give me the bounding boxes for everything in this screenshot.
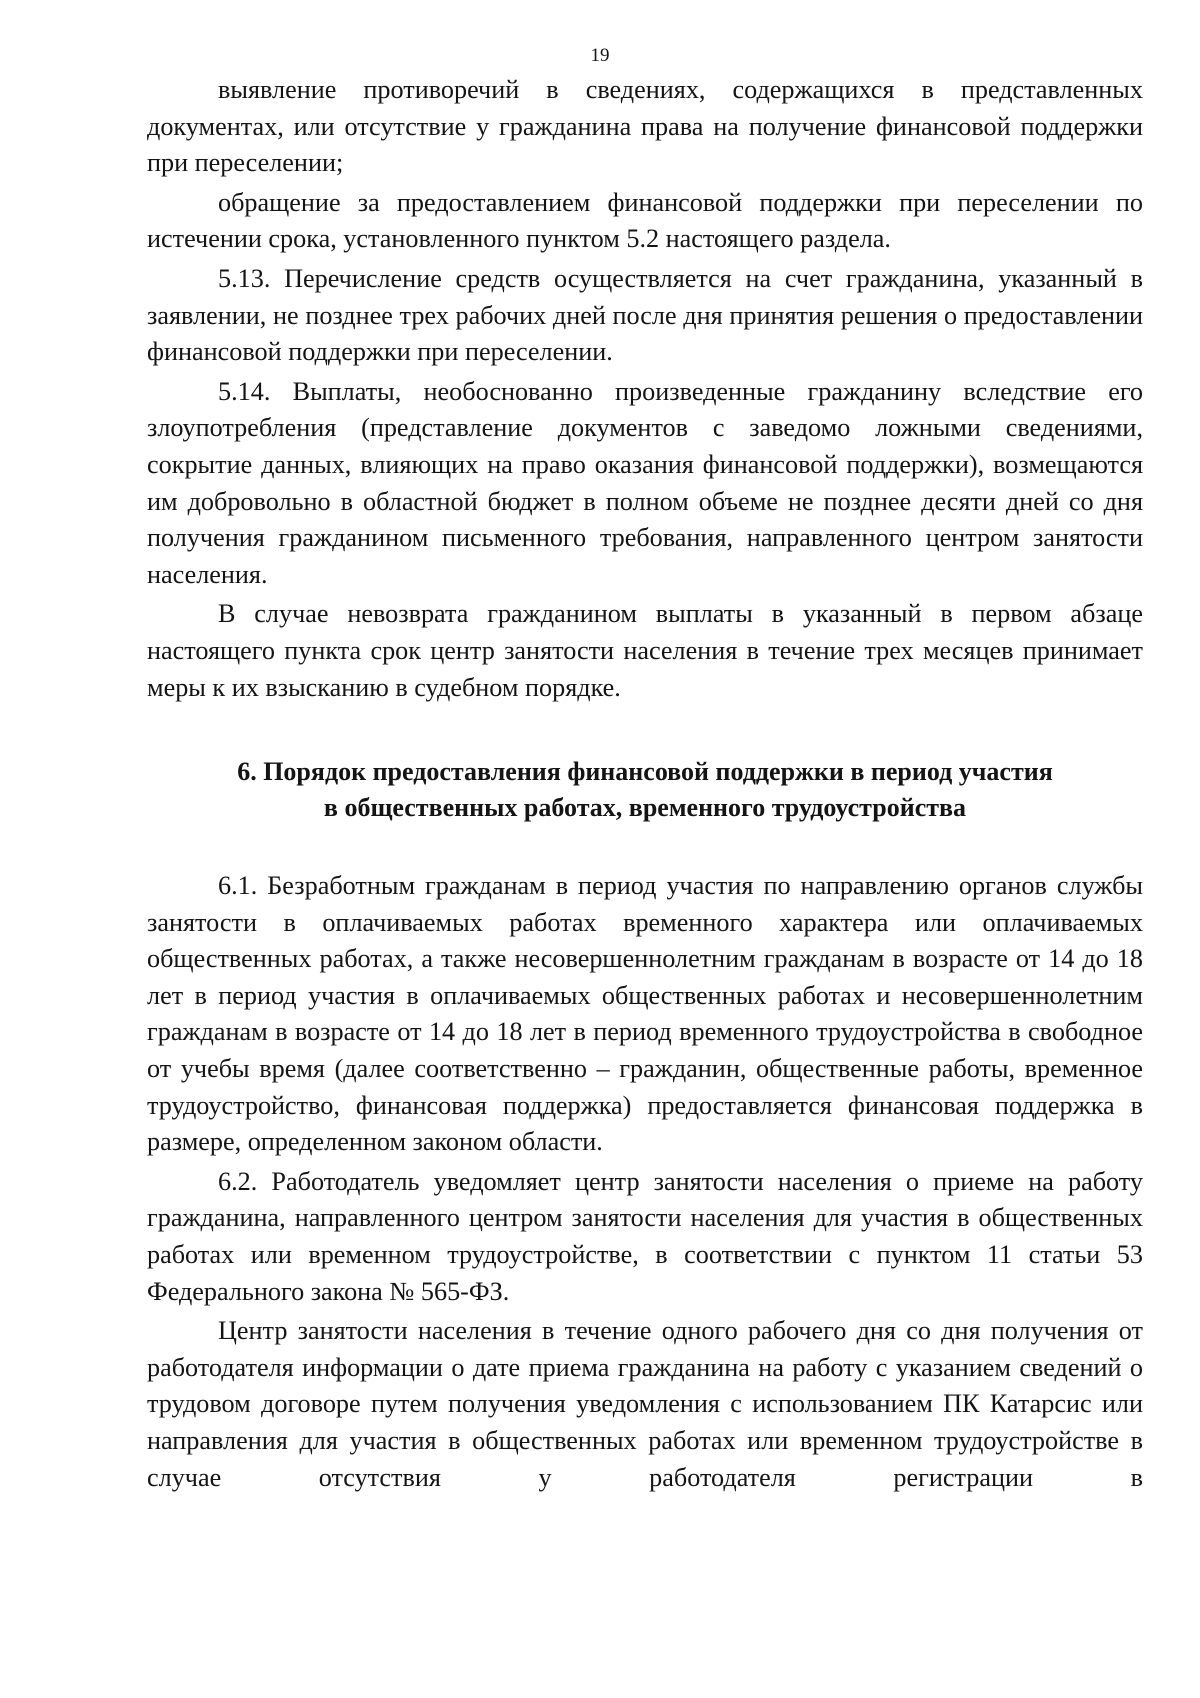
paragraph-employment-center: Центр занятости населения в течение одного рабочего дня со дня получения от работодателя информации о дате приема гражданина на работу с указанием сведений о трудовом договоре путем получения уведомления с использованием ПК Катарсис или направления для участия в общественных работах или временном трудоустройстве в случае отсутствия у работодателя регистрации в	[147, 1316, 1143, 1492]
document-body	[147, 72, 1143, 1499]
paragraph-5-14: 5.14. Выплаты, необоснованно произведенные гражданину вследствие его злоупотребления (представление документов с заведомо ложными сведениями, сокрытие данных, влияющих на право оказания финансовой поддержки), возмещаются им добровольно в областной бюджет в полном объеме не позднее десяти дней со дня получения гражданином письменного требования, направленного центром занятости населения.	[147, 376, 1143, 589]
page-number: 19	[590, 45, 610, 66]
section-6-heading-line2: в общественных работах, временного трудоустройства	[323, 793, 967, 823]
section-6-heading-line1: 6. Порядок предоставления финансовой поддержки в период участия	[237, 757, 1053, 787]
paragraph-deadline-expired: обращение за предоставлением финансовой поддержки при переселении по истечении срока, установленного пунктом 5.2 настоящего раздела.	[147, 187, 1143, 254]
paragraph-6-1: 6.1. Безработным гражданам в период участия по направлению органов службы занятости в оплачиваемых работах временного характера или оплачиваемых общественных работах, а также несовершеннолетним гражданам в возрасте от 14 до 18 лет в период участия в оплачиваемых общественных работах и несовершеннолетним гражданам в возрасте от 14 до 18 лет в период временного трудоустройства в свободное от учебы время (далее соответственно – гражданин, общественные работы, временное трудоустройство, финансовая поддержка) предоставляется финансовая поддержка в размере, определенном законом области.	[147, 871, 1143, 1157]
paragraph-5-13: 5.13. Перечисление средств осуществляется на счет гражданина, указанный в заявлении, не позднее трех рабочих дней после дня принятия решения о предоставлении финансовой поддержки при переселении.	[147, 263, 1143, 367]
paragraph-non-return: В случае невозврата гражданином выплаты в указанный в первом абзаце настоящего пункта срок центр занятости населения в течение трех месяцев принимает меры к их взысканию в судебном порядке.	[147, 599, 1143, 702]
section-6-heading	[147, 754, 1143, 826]
paragraph-contradictions: выявление противоречий в сведениях, содержащихся в представленных документах, или отсутствие у гражданина права на получение финансовой поддержки при переселении;	[147, 75, 1143, 178]
paragraph-6-2: 6.2. Работодатель уведомляет центр занятости населения о приеме на работу гражданина, направленного центром занятости населения для участия в общественных работах или временном трудоустройстве, в соответствии с пунктом 11 статьи 53 Федерального закона № 565-ФЗ.	[147, 1166, 1143, 1306]
